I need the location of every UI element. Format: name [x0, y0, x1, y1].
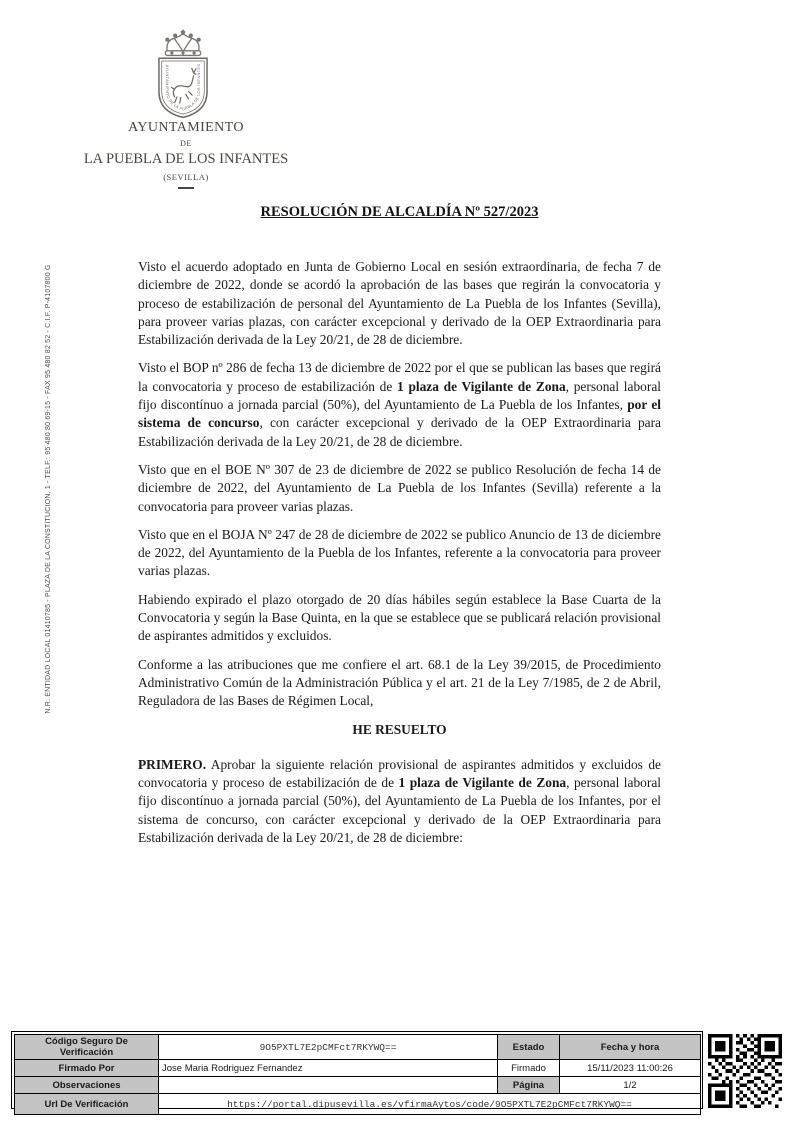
url-verificacion-label: Url De Verificación — [15, 1094, 159, 1115]
paragraph-primero — [138, 756, 661, 847]
estado-label: Estado — [498, 1035, 560, 1060]
paragraph-atribuciones — [138, 656, 661, 711]
paragraph-visto-boe — [138, 461, 661, 516]
org-name-line4: (SEVILLA) — [163, 172, 209, 182]
estado-value: Firmado — [498, 1060, 560, 1077]
paragraph-visto-bop — [138, 359, 661, 450]
pagina-label: Página — [498, 1077, 560, 1094]
crown-icon — [165, 30, 200, 56]
paragraph-text: Aprobar la siguiente relación provisional de aspirantes admitidos y excluidos de convocatoria y proceso de estabilización de de — [138, 756, 661, 791]
paragraph-text: Visto que en el BOJA Nº 247 de 28 de diciembre de 2022 se publico Anuncio de 13 de diciembre de 2022, del Ayuntamiento de la Puebla de los Infantes, referente a la convocatoria para proveer varias plazas. — [138, 526, 661, 579]
resolution-title: RESOLUCIÓN DE ALCALDÍA Nº 527/2023 — [260, 204, 539, 220]
paragraph-visto-boja — [138, 526, 661, 581]
signature-verification-table — [11, 1031, 703, 1109]
paragraph-text: Visto el BOP nº 286 de fecha 13 de diciembre de 2022 por el que se publican las bases que regirá la convocatoria y proceso de estabilización de — [138, 360, 661, 394]
paragraph-text: Conforme a las atribuciones que me confiere el art. 68.1 de la Ley 39/2015, de Procedimiento Administrativo Común de la Administración Pública y el art. 21 de la Ley 7/1985, de 2 de Abril, Reguladora de las Bases de Régimen Local, — [138, 656, 661, 709]
paragraph-visto-acuerdo-junta — [138, 258, 661, 349]
fecha-hora-value: 15/11/2023 11:00:26 — [560, 1060, 701, 1077]
entity-registration-side-text: N.R. ENTIDAD LOCAL 01410785 - PLAZA DE LA CONSTITUCION, 1 - TELF.: 95 480 80 69-15 - FAX 95 480 82 52 - C.I.F. P-4107800 G — [45, 264, 52, 714]
crest-circular-text: AYUNTAMIENTO DE LA PUEBLA DE LOS INFANTES — [164, 63, 202, 112]
paragraph-text: Visto el acuerdo adoptado en Junta de Gobierno Local en sesión extraordinaria, de fecha 7 de diciembre de 2022, donde se acordó la aprobación de las bases que regirán la convocatoria y proceso de estabilización de personal del Ayuntamiento de La Puebla de los Infantes (Sevilla), para proveer varias plazas, con carácter excepcional y derivado de la OEP Extraordinaria para Estabilización derivada de la Ley 20/21, de 28 de diciembre. — [138, 259, 661, 348]
paragraph-text: , personal laboral fijo discontínuo a jornada parcial (50%), del Ayuntamiento de La Puebla de los Infantes, por el sistema de concurso, con carácter excepcional y derivado de la OEP Extraordinaria para Estabilización derivada de la Ley 20/21, de 28 de diciembre: — [138, 775, 661, 846]
fecha-hora-label: Fecha y hora — [560, 1035, 701, 1060]
observaciones-label: Observaciones — [15, 1077, 159, 1094]
bold-sistema-concurso: por el sistema de concurso — [138, 397, 662, 431]
paragraph-plazo-expirado — [138, 591, 661, 646]
org-name-line3: LA PUEBLA DE LOS INFANTES — [83, 151, 289, 167]
he-resuelto-heading: HE RESUELTO — [352, 721, 447, 737]
observaciones-value — [159, 1077, 498, 1094]
url-verificacion-value: https://portal.dipusevilla.es/vfirmaAytos/code/9O5PXTL7E2pCMFct7RKYWQ== — [159, 1094, 701, 1115]
org-name-line1: AYUNTAMIENTO — [128, 120, 244, 135]
coat-of-arms-icon — [146, 26, 220, 120]
firmado-por-label: Firmado Por — [15, 1060, 159, 1077]
bold-primero: PRIMERO. — [138, 756, 207, 772]
paragraph-text: Visto que en el BOE Nº 307 de 23 de diciembre de 2022 se publico Resolución de fecha 14 de diciembre de 2022, del Ayuntamiento de La Puebla de los Infantes (Sevilla) referente a la convocatoria para proveer varias plazas. — [138, 461, 661, 514]
paragraph-text: Habiendo expirado el plazo otorgado de 20 días hábiles según establece la Base Cuarta de la Convocatoria y según la Base Quinta, en la que se establece que se publicará relación provisional de aspirantes admitidos y excluidos. — [138, 591, 661, 644]
paragraph-text: , personal laboral fijo discontínuo a jornada parcial (50%), del Ayuntamiento de La Puebla de los Infantes, — [138, 378, 661, 413]
paragraph-text: , con carácter excepcional y derivado de la OEP Extraordinaria para Estabilización derivada de la Ley 20/21, de 28 de diciembre. — [138, 415, 661, 449]
firmado-por-value: Jose Maria Rodriguez Fernandez — [159, 1060, 498, 1077]
document-body — [138, 258, 661, 857]
separator-dash — [178, 187, 194, 189]
bold-plaza-vigilante: 1 plaza de Vigilante de Zona — [397, 378, 566, 394]
qr-code-icon — [708, 1034, 782, 1108]
csv-value: 9O5PXTL7E2pCMFct7RKYWQ== — [159, 1035, 498, 1060]
organization-block — [80, 120, 292, 189]
csv-label: Código Seguro De Verificación — [15, 1035, 159, 1060]
bold-plaza-vigilante: 1 plaza de Vigilante de Zona — [398, 775, 567, 791]
pagina-value: 1/2 — [560, 1077, 701, 1094]
org-name-line2: DE — [180, 139, 192, 148]
